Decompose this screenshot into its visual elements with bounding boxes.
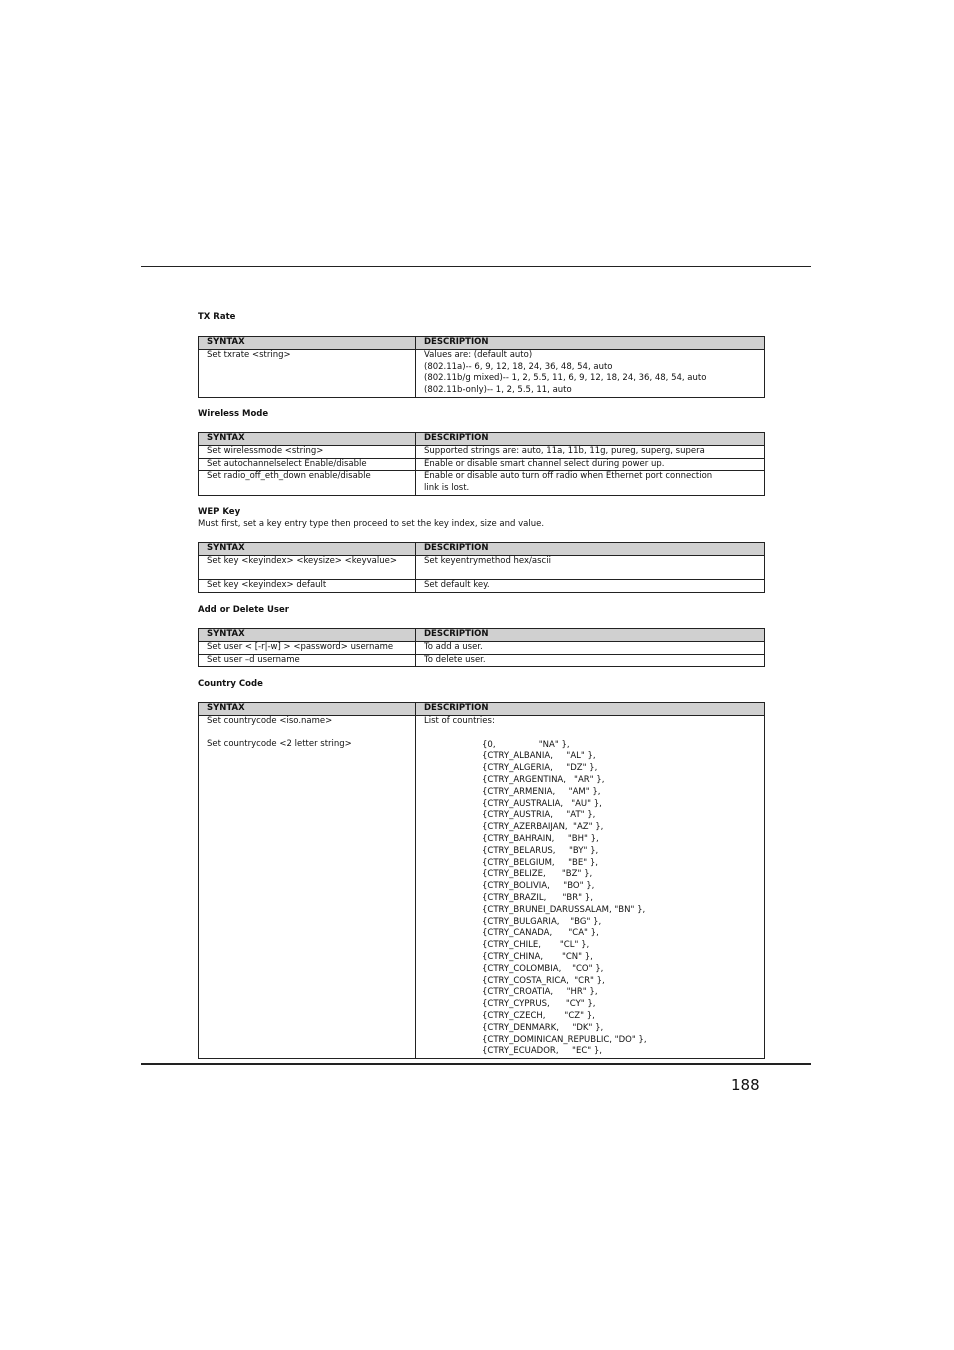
section-title-tx-rate: TX Rate bbox=[198, 312, 236, 322]
section-title-add-delete-user: Add or Delete User bbox=[198, 605, 289, 615]
country-entry: {CTRY_DOMINICAN_REPUBLIC, "DO" }, bbox=[482, 1034, 647, 1045]
wep-key-intro: Must first, set a key entry type then proceed to set the key index, size and value. bbox=[198, 519, 545, 529]
country-entry: {CTRY_ARMENIA, "AM" }, bbox=[482, 786, 601, 797]
description-header: DESCRIPTION bbox=[416, 543, 765, 556]
country-entry: {CTRY_BRAZIL, "BR" }, bbox=[482, 892, 593, 903]
description-line: Enable or disable auto turn off radio when Ethernet port connection bbox=[424, 471, 713, 482]
country-entry: {CTRY_CYPRUS, "CY" }, bbox=[482, 999, 596, 1010]
tx-rate-table bbox=[198, 336, 765, 398]
page-number: 188 bbox=[731, 1076, 760, 1094]
country-entry: {CTRY_BOLIVIA, "BO" }, bbox=[482, 881, 595, 892]
country-code-table bbox=[198, 702, 765, 1059]
table-header-row bbox=[199, 433, 765, 446]
country-entry: {CTRY_AZERBAIJAN, "AZ" }, bbox=[482, 822, 604, 833]
description-header: DESCRIPTION bbox=[416, 703, 765, 716]
country-entry: {CTRY_AUSTRALIA, "AU" }, bbox=[482, 798, 602, 809]
description-line: (802.11a)-- 6, 9, 12, 18, 24, 36, 48, 54, auto bbox=[424, 361, 613, 372]
syntax-cell: Set countrycode <2 letter string> bbox=[207, 739, 352, 750]
description-line: Set default key. bbox=[424, 580, 490, 591]
description-line: To add a user. bbox=[424, 641, 483, 652]
country-entry: {CTRY_BULGARIA, "BG" }, bbox=[482, 916, 602, 927]
syntax-header: SYNTAX bbox=[199, 543, 416, 556]
country-entry: {CTRY_BELARUS, "BY" }, bbox=[482, 845, 599, 856]
country-entry: {CTRY_BRUNEI_DARUSSALAM, "BN" }, bbox=[482, 904, 646, 915]
country-entry: {CTRY_CANADA, "CA" }, bbox=[482, 928, 599, 939]
top-rule bbox=[141, 266, 811, 267]
section-title-country-code: Country Code bbox=[198, 679, 263, 689]
table-row bbox=[199, 715, 765, 1058]
description-line: link is lost. bbox=[424, 483, 470, 494]
table-header-row bbox=[199, 543, 765, 556]
wep-key-table bbox=[198, 542, 765, 593]
table-header-row bbox=[199, 629, 765, 642]
section-title-wireless-mode: Wireless Mode bbox=[198, 409, 269, 419]
country-entry: {CTRY_ALGERIA, "DZ" }, bbox=[482, 763, 598, 774]
country-entry: {CTRY_AUSTRIA, "AT" }, bbox=[482, 810, 596, 821]
table-row bbox=[199, 349, 765, 397]
description-line: Values are: (default auto) bbox=[424, 349, 533, 360]
country-entry: {CTRY_COSTA_RICA, "CR" }, bbox=[482, 975, 605, 986]
country-entry: {CTRY_CHILE, "CL" }, bbox=[482, 940, 590, 951]
description-header: DESCRIPTION bbox=[416, 629, 765, 642]
country-entry: {0, "NA" }, bbox=[482, 739, 570, 750]
country-entry: {CTRY_COLOMBIA, "CO" }, bbox=[482, 963, 604, 974]
country-entry: {CTRY_ARGENTINA, "AR" }, bbox=[482, 774, 605, 785]
country-list bbox=[424, 740, 756, 1059]
syntax-cell: Set wirelessmode <string> bbox=[207, 445, 324, 456]
description-line: (802.11b/g mixed)-- 1, 2, 5.5, 11, 6, 9, 12, 18, 24, 36, 48, 54, auto bbox=[424, 373, 707, 384]
countries-title: List of countries: bbox=[424, 715, 495, 726]
syntax-cell: Set user < [-r|-w] > <password> username bbox=[207, 641, 394, 652]
country-entry: {CTRY_BELGIUM, "BE" }, bbox=[482, 857, 598, 868]
syntax-header: SYNTAX bbox=[199, 629, 416, 642]
table-row bbox=[199, 641, 765, 654]
syntax-cell: Set key <keyindex> default bbox=[207, 580, 327, 591]
description-line: Supported strings are: auto, 11a, 11b, 11g, pureg, superg, supera bbox=[424, 445, 705, 456]
section-title-wep-key: WEP Key bbox=[198, 507, 241, 517]
country-entry: {CTRY_DENMARK, "DK" }, bbox=[482, 1022, 604, 1033]
wireless-mode-table bbox=[198, 432, 765, 496]
syntax-cell: Set autochannelselect Enable/disable bbox=[207, 458, 367, 469]
syntax-header: SYNTAX bbox=[199, 703, 416, 716]
syntax-cell: Set radio_off_eth_down enable/disable bbox=[207, 471, 371, 482]
description-line: (802.11b-only)-- 1, 2, 5.5, 11, auto bbox=[424, 385, 572, 396]
table-header-row bbox=[199, 703, 765, 716]
table-row bbox=[199, 458, 765, 471]
syntax-header: SYNTAX bbox=[199, 433, 416, 446]
syntax-header: SYNTAX bbox=[199, 337, 416, 350]
table-row bbox=[199, 445, 765, 458]
syntax-cell: Set countrycode <iso.name> bbox=[207, 715, 333, 726]
table-row bbox=[199, 471, 765, 496]
description-line: Enable or disable smart channel select during power up. bbox=[424, 458, 665, 469]
country-entry: {CTRY_ALBANIA, "AL" }, bbox=[482, 751, 596, 762]
description-line: Set keyentrymethod hex/ascii bbox=[424, 555, 551, 566]
table-header-row bbox=[199, 337, 765, 350]
table-row bbox=[199, 580, 765, 593]
country-entry: {CTRY_CHINA, "CN" }, bbox=[482, 951, 593, 962]
bottom-rule bbox=[141, 1063, 811, 1065]
table-row bbox=[199, 654, 765, 667]
country-entry: {CTRY_BAHRAIN, "BH" }, bbox=[482, 833, 599, 844]
description-line: To delete user. bbox=[424, 654, 486, 665]
syntax-cell: Set txrate <string> bbox=[207, 349, 291, 360]
description-header: DESCRIPTION bbox=[416, 433, 765, 446]
user-table bbox=[198, 628, 765, 667]
description-header: DESCRIPTION bbox=[416, 337, 765, 350]
country-entry: {CTRY_CROATIA, "HR" }, bbox=[482, 987, 598, 998]
country-entry: {CTRY_ECUADOR, "EC" }, bbox=[482, 1046, 602, 1057]
table-row bbox=[199, 555, 765, 580]
syntax-cell: Set key <keyindex> <keysize> <keyvalue> bbox=[207, 555, 397, 566]
syntax-cell: Set user –d username bbox=[207, 654, 300, 665]
country-entry: {CTRY_CZECH, "CZ" }, bbox=[482, 1010, 595, 1021]
country-entry: {CTRY_BELIZE, "BZ" }, bbox=[482, 869, 593, 880]
